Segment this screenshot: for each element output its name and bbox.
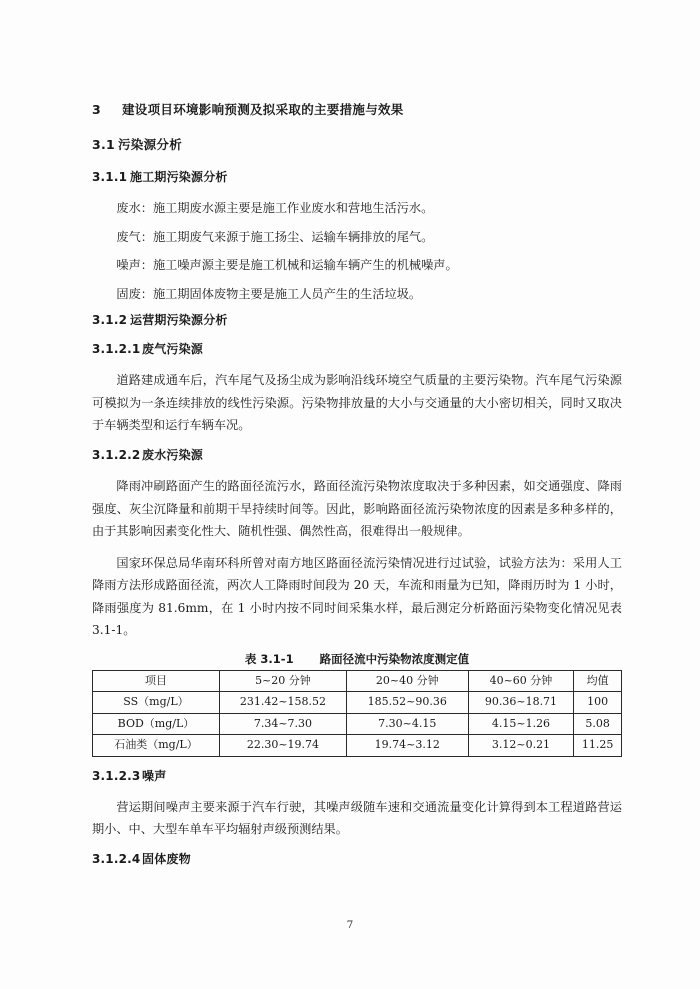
table-header-cell-20-40: 20~40 分钟 (346, 670, 468, 692)
table-header-cell-item: 项目 (93, 670, 220, 692)
table-cell: SS（mg/L） (93, 692, 220, 714)
heading-section-3-1-2-1-title: 废气污染源 (142, 342, 204, 357)
paragraph-noise-operation: 营运期间噪声主要来源于汽车行驶，其噪声级随车速和交通流量变化计算得到本工程道路营运期小、中、大型车单车平均辐射声级预测结果。 (92, 799, 622, 837)
table-cell: 7.30~4.15 (346, 713, 468, 735)
heading-section-3-1-2-title: 运营期污染源分析 (130, 313, 228, 328)
heading-section-3-1-2-1-number: 3.1.2.1 (92, 342, 141, 357)
table-row (93, 692, 622, 714)
paragraph-noise-construction: 噪声：施工噪声源主要是施工机械和运输车辆产生的机械噪声。 (116, 258, 458, 273)
page-number: 7 (346, 919, 354, 931)
heading-section-3-1-2-2-number: 3.1.2.2 (92, 447, 141, 462)
table-header-row (93, 670, 622, 692)
heading-section-3-1-2-4 (92, 850, 622, 867)
table-cell: 4.15~1.26 (468, 713, 574, 735)
table-cell: 11.25 (574, 735, 622, 757)
table-cell: 185.52~90.36 (346, 692, 468, 714)
table-cell: 3.12~0.21 (468, 735, 574, 757)
paragraph-wastewater-operation-2: 国家环保总局华南环科所曾对南方地区路面径流污染情况进行过试验，试验方法为：采用人工降雨方法形成路面径流，两次人工降雨时间段为 20 天，车流和雨量为已知，降雨历时为 1 小时，降雨强度为 81.6mm，在 1 小时内按不同时间采集水样，最后测定分析路面污染物变化情况见表 3.1-1。 (92, 555, 622, 638)
heading-section-3-1-1-number: 3.1.1 (92, 170, 128, 184)
heading-section-3-1-2-1 (92, 340, 622, 357)
table-cell: 19.74~3.12 (346, 735, 468, 757)
heading-section-3-1-number: 3.1 (92, 137, 116, 152)
table-cell: BOD（mg/L） (93, 713, 220, 735)
heading-section-3-1-2-4-number: 3.1.2.4 (92, 852, 141, 866)
paragraph-waste-gas-operation: 道路建成通车后，汽车尾气及扬尘成为影响沿线环境空气质量的主要污染物。汽车尾气污染源可模拟为一条连续排放的线性污染源。污染物排放量的大小与交通量的大小密切相关，同时又取决于车辆类型和运行车辆车况。 (92, 373, 622, 433)
table-cell: 5.08 (574, 713, 622, 735)
heading-section-3-title: 建设项目环境影响预测及拟采取的主要措施与效果 (122, 102, 404, 117)
table-header-cell-5-20: 5~20 分钟 (219, 670, 346, 692)
heading-section-3 (92, 100, 622, 118)
table-cell: 90.36~18.71 (468, 692, 574, 714)
table-cell: 石油类（mg/L） (93, 735, 220, 757)
heading-section-3-1-2-3-title: 噪声 (142, 768, 167, 783)
table-row (93, 735, 622, 757)
heading-section-3-1-1 (92, 168, 622, 185)
table-label: 表 3.1-1 (244, 651, 294, 666)
heading-section-3-1-2-2-title: 废水污染源 (142, 447, 204, 462)
heading-section-3-number: 3 (92, 102, 101, 117)
heading-section-3-1-2-3-number: 3.1.2.3 (92, 768, 141, 783)
paragraph-wastewater-operation-1: 降雨冲刷路面产生的路面径流污水，路面径流污染物浓度取决于多种因素，如交通强度、降雨强度、灰尘沉降量和前期干旱持续时间等。因此，影响路面径流污染物浓度的因素是多种多样的，由于其影响因素变化性大、随机性强、偶然性高，很难得出一般规律。 (92, 478, 622, 539)
heading-section-3-1-2-3 (92, 767, 622, 784)
pollutant-concentration-table (92, 670, 622, 757)
heading-section-3-1-title: 污染源分析 (118, 137, 183, 152)
heading-section-3-1-2 (92, 311, 622, 328)
paragraph-wastewater-construction: 废水：施工期废水源主要是施工作业废水和营地生活污水。 (116, 201, 434, 215)
table-caption (92, 651, 622, 667)
heading-section-3-1-2-2 (92, 446, 622, 463)
table-title: 路面径流中污染物浓度测定值 (319, 651, 470, 666)
heading-section-3-1-2-4-title: 固体废物 (142, 852, 191, 866)
table-cell: 231.42~158.52 (219, 692, 346, 714)
paragraph-solid-waste-construction: 固废：施工期固体废物主要是施工人员产生的生活垃圾。 (116, 286, 422, 301)
table-header-cell-40-60: 40~60 分钟 (468, 670, 574, 692)
table-cell: 7.34~7.30 (219, 713, 346, 735)
heading-section-3-1-2-number: 3.1.2 (92, 313, 128, 328)
paragraph-waste-gas-construction: 废气：施工期废气来源于施工扬尘、运输车辆排放的尾气。 (116, 229, 434, 244)
table-header-cell-average: 均值 (574, 670, 622, 692)
heading-section-3-1-1-title: 施工期污染源分析 (130, 170, 228, 184)
table-cell: 22.30~19.74 (219, 735, 346, 757)
heading-section-3-1 (92, 135, 622, 153)
table-cell: 100 (574, 692, 622, 714)
table-row (93, 713, 622, 735)
